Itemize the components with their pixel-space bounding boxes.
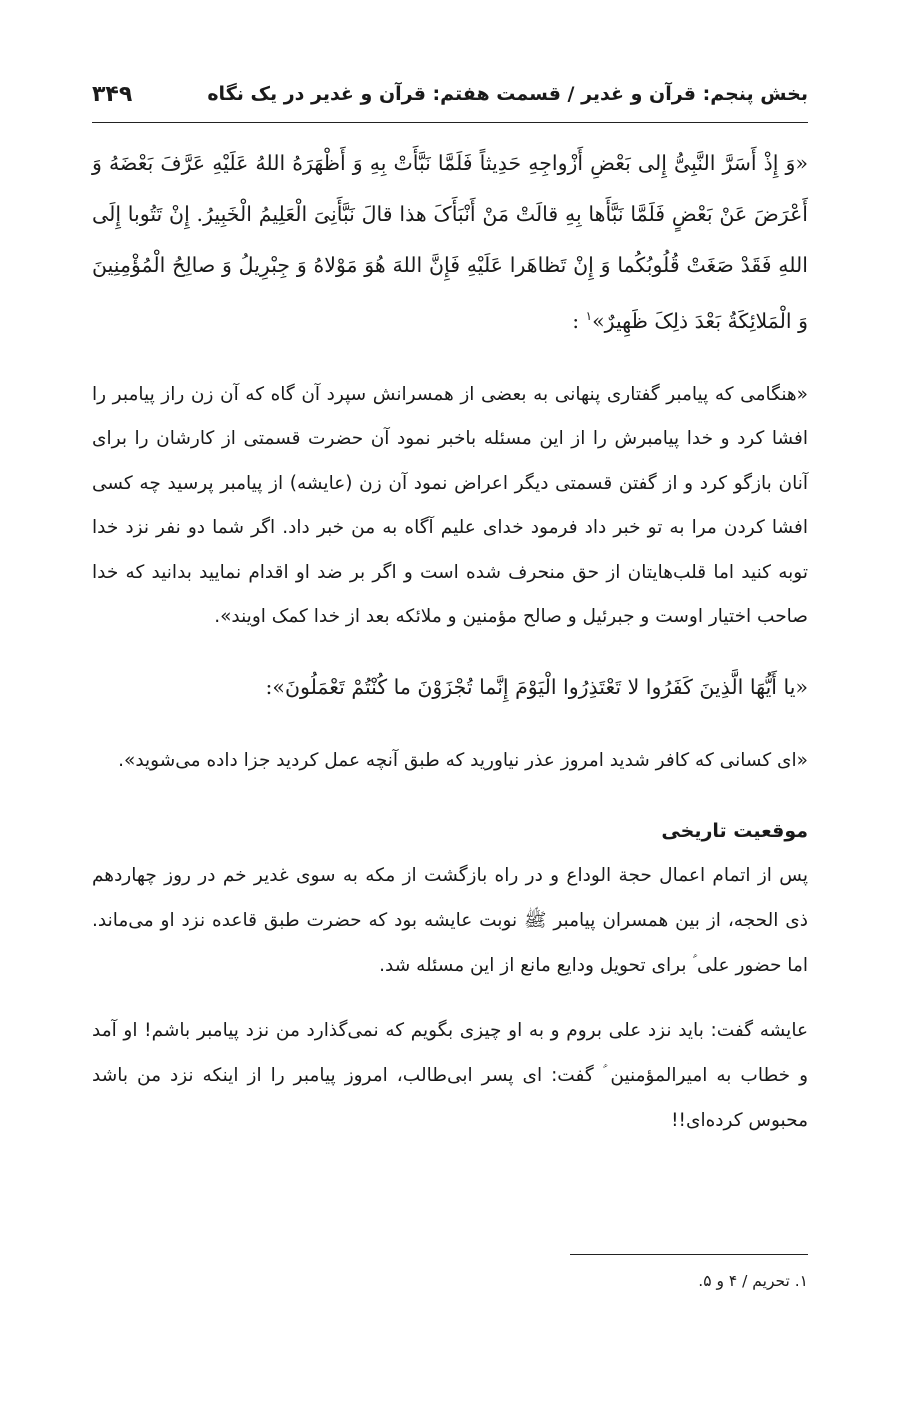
quran-verse-tahrim-7: «یا أَیُّهَا الَّذِینَ کَفَرُوا لا تَعْتَذِرُوا الْیَوْمَ إِنَّما تُجْزَوْنَ ما کُنْتُمْ تَعْمَلُونَ»: — [265, 674, 808, 699]
verse-translation: «هنگامی که پیامبر گفتاری پنهانی به بعضی از همسرانش سپرد آن گاه که آن زن راز پیامبر را افشا کرد و خدا پیامبرش را از این مسئله باخبر نمود آن حضرت قسمتی از کارشان را برای آنان بازگو کرد و از گفتن قسمتی دیگر اعراض نمود آن زن (عایشه) از پیامبر پرسید چه کسی افشا کردن مرا به تو خبر داد فرمود خدای علیم آگاه به من خبر داد. اگر شما دو نفر نزد خدا توبه کنید اما قلب‌هایتان از حق منحرف شده است و اگر بر ضد او اقدام نمایید بدانید که خدا صاحب اختیار اوست و جبرئیل و صالح مؤمنین و ملائکه بعد از خدا کمک اویند». — [92, 383, 808, 628]
paragraph-aisha-statement: عایشه گفت: باید نزد علی بروم و به او چیزی بگویم که نمی‌گذارد من نزد پیامبر باشم! او آمد و خطاب به امیرالمؤمنین ؑ گفت: ای پسر ابی‌طالب، امروز پیامبر را از اینکه نزد من باشد محبوس کرده‌ای!! — [92, 1020, 808, 1132]
footnote: ۱. تحریم / ۴ و ۵. — [698, 1272, 808, 1290]
quran-verse-tahrim — [92, 138, 808, 347]
page-header — [92, 74, 808, 123]
section-heading: موقعیت تاریخی — [661, 820, 808, 843]
verse-translation-2: «ای کسانی که کافر شدید امروز عذر نیاورید که طبق آنچه عمل کردید جزا داده می‌شوید». — [118, 749, 808, 771]
verse-text: «وَ إِذْ أَسَرَّ النَّبِیُّ إِلی بَعْضِ أَزْواجِهِ حَدِیثاً فَلَمَّا نَبَّأَتْ بِهِ وَ أَظْهَرَهُ اللهُ عَلَیْهِ عَرَّفَ بَعْضَهُ وَ أَعْرَضَ عَنْ بَعْضٍ فَلَمَّا نَبَّأَها بِهِ قالَتْ مَنْ أَنْبَأَکَ هذا قالَ نَبَّأَنِیَ الْعَلِیمُ الْخَبِیرُ. إِنْ تَتُوبا إِلَی اللهِ فَقَدْ صَغَتْ قُلُوبُکُما وَ إِنْ تَظاهَرا عَلَیْهِ فَإِنَّ اللهَ هُوَ مَوْلاهُ وَ جِبْرِیلُ وَ صالِحُ الْمُؤْمِنِینَ وَ الْمَلائِکَةُ بَعْدَ ذلِکَ ظَهِیرٌ» — [92, 151, 808, 333]
footnote-divider — [570, 1254, 808, 1255]
paragraph-historical-context: پس از اتمام اعمال حجة الوداع و در راه بازگشت از مکه به سوی غدیر خم در روز چهاردهم ذی الحجه، از بین همسران پیامبر ﷺ نوبت عایشه بود که حضرت طبق قاعده نزد او می‌ماند. اما حضور علی ؑ برای تحویل ودایع مانع از این مسئله شد. — [92, 865, 808, 977]
footnote-reference: ۱ — [585, 309, 593, 323]
page-body — [92, 138, 808, 1163]
running-title: بخش پنجم: قرآن و غدیر / قسمت هفتم: قرآن و غدیر در یک نگاه — [207, 83, 808, 105]
verse-ending: : — [572, 308, 580, 333]
page-number: ۳۴۹ — [92, 81, 133, 107]
